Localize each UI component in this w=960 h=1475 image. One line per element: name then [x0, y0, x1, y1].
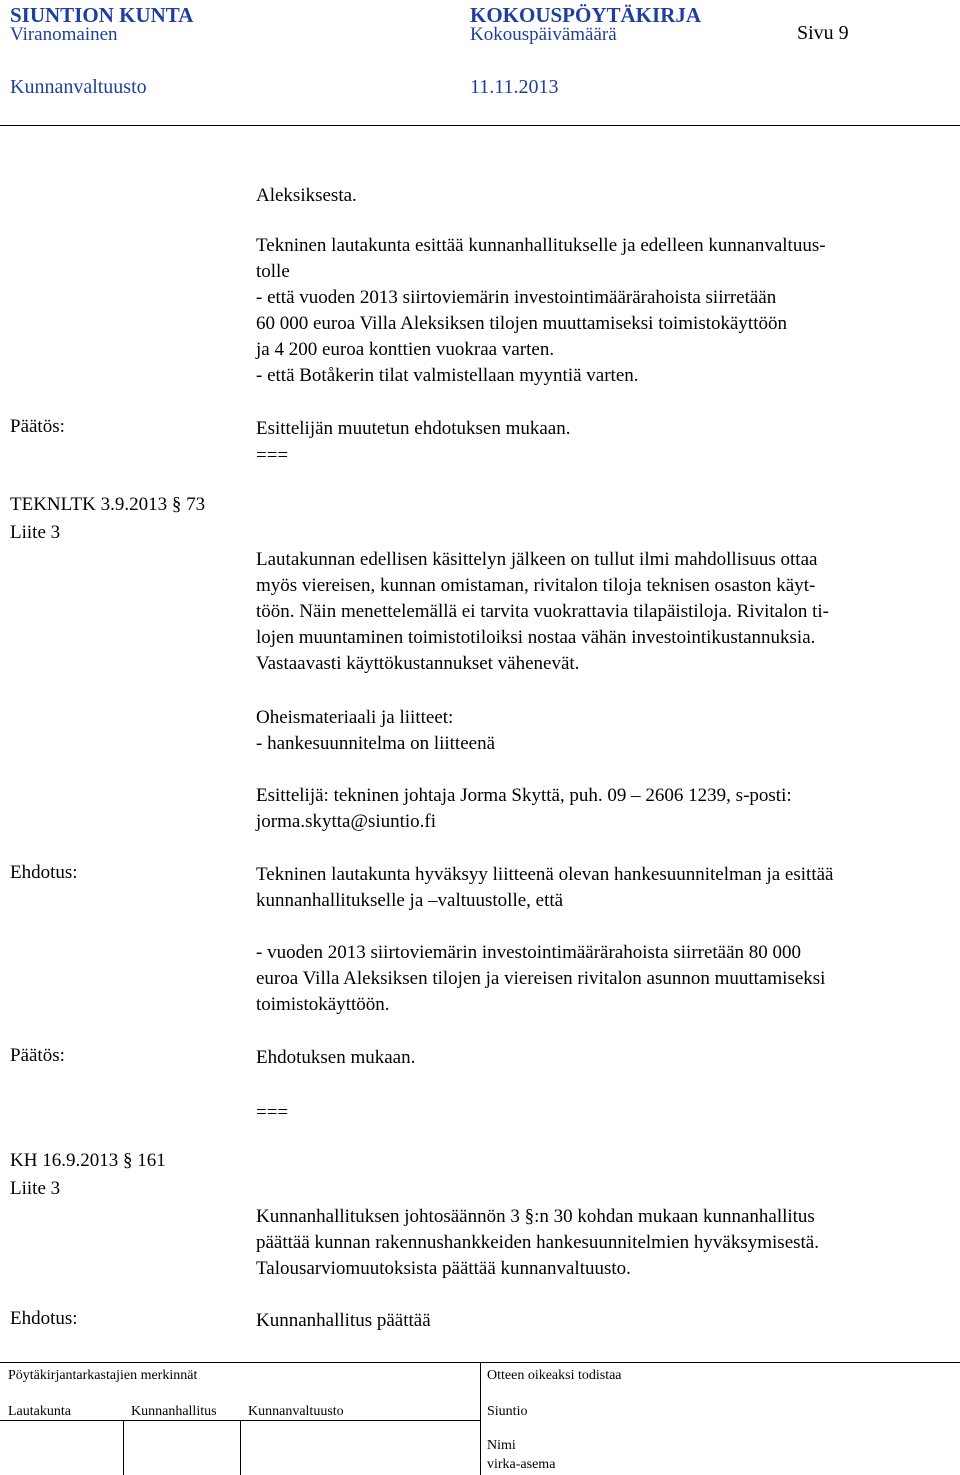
decision-label: Päätös: — [10, 1045, 65, 1066]
text-line: Tekninen lautakunta esittää kunnanhallitukselle ja edelleen kunnanvaltuus- — [256, 235, 826, 256]
text-line: päättää kunnan rakennushankkeiden hankesuunnitelmien hyväksymisestä. — [256, 1232, 819, 1253]
materials-item: - hankesuunnitelma on liitteenä — [256, 733, 496, 754]
text-line: - että Botåkerin tilat valmistellaan myyntiä varten. — [256, 365, 639, 386]
decision-text: Esittelijän muutetun ehdotuksen mukaan. — [256, 418, 571, 439]
footer-divider — [123, 1420, 124, 1475]
attachment-label: Liite 3 — [10, 522, 61, 543]
meeting-reference: TEKNLTK 3.9.2013 § 73 — [10, 494, 206, 515]
certified-label: Otteen oikeaksi todistaa — [487, 1368, 622, 1383]
materials-title: Oheismateriaali ja liitteet: — [256, 707, 454, 728]
proposal-item — [256, 940, 956, 1018]
proposal-label: Ehdotus: — [10, 1308, 78, 1329]
text-line: Lautakunnan edellisen käsittelyn jälkeen on tullut ilmi mahdollisuus ottaa — [256, 549, 818, 570]
name-label: Nimi — [487, 1438, 516, 1453]
text-line: Talousarviomuutoksista päättää kunnanvaltuusto. — [256, 1258, 631, 1279]
text-line: toimistokäyttöön. — [256, 994, 390, 1015]
org-name: SIUNTION KUNTA — [10, 3, 194, 27]
decision-label: Päätös: — [10, 416, 65, 437]
footer-divider — [240, 1420, 241, 1475]
text-line: kunnanhallitukselle ja –valtuustolle, että — [256, 890, 564, 911]
text-line: töön. Näin menettelemällä ei tarvita vuokrattavia tilapäistiloja. Rivitalon ti- — [256, 601, 829, 622]
proposal-text — [256, 862, 956, 914]
doc-type: KOKOUSPÖYTÄKIRJA — [470, 3, 702, 27]
proposal-label: Ehdotus: — [10, 862, 78, 883]
text-line: tolle — [256, 261, 290, 282]
text-line: Vastaavasti käyttökustannukset vähenevät. — [256, 653, 580, 674]
text-line: euroa Villa Aleksiksen tilojen ja viereisen rivitalon asunnon muuttamiseksi — [256, 968, 826, 989]
footer-col-kunnanhallitus: Kunnanhallitus — [131, 1404, 217, 1419]
footer-col-lautakunta: Lautakunta — [8, 1404, 71, 1419]
decision-text: Ehdotuksen mukaan. — [256, 1047, 416, 1068]
presenter-email: jorma.skytta@siuntio.fi — [256, 811, 437, 832]
checkers-label: Pöytäkirjantarkastajien merkinnät — [8, 1368, 198, 1383]
text-line: - vuoden 2013 siirtoviemärin investointimäärärahoista siirretään 80 000 — [256, 942, 802, 963]
text-line: 60 000 euroa Villa Aleksiksen tilojen muuttamiseksi toimistokäyttöön — [256, 313, 787, 334]
attachment-label: Liite 3 — [10, 1178, 61, 1199]
separator: === — [256, 445, 289, 466]
meeting-reference: KH 16.9.2013 § 161 — [10, 1150, 166, 1171]
page-number: Sivu 9 — [797, 22, 849, 44]
header-divider — [0, 125, 960, 126]
footer-divider — [480, 1362, 481, 1475]
text-line: lojen muuntaminen toimistotiloiksi nostaa vähän investointikustannuksia. — [256, 627, 816, 648]
section3-paragraph — [256, 1204, 956, 1282]
footer-place: Siuntio — [487, 1404, 528, 1419]
presenter-line: Esittelijä: tekninen johtaja Jorma Skyttä, puh. 09 – 2606 1239, s-posti: — [256, 785, 792, 806]
proposal-text: Kunnanhallitus päättää — [256, 1310, 431, 1331]
text-line: - että vuoden 2013 siirtoviemärin investointimäärärahoista siirretään — [256, 287, 777, 308]
intro-text: Aleksiksesta. — [256, 185, 357, 206]
authority-label: Viranomainen — [10, 24, 118, 45]
text-line: ja 4 200 euroa konttien vuokraa varten. — [256, 339, 555, 360]
section2-paragraph — [256, 547, 956, 677]
meeting-date: 11.11.2013 — [470, 76, 559, 98]
authority: Kunnanvaltuusto — [10, 76, 147, 98]
text-line: Kunnanhallituksen johtosäännön 3 §:n 30 kohdan mukaan kunnanhallitus — [256, 1206, 815, 1227]
date-label: Kokouspäivämäärä — [470, 24, 617, 45]
text-line: Tekninen lautakunta hyväksyy liitteenä olevan hankesuunnitelman ja esittää — [256, 864, 834, 885]
title-label: virka-asema — [487, 1457, 556, 1472]
section1-paragraph — [256, 233, 956, 389]
text-line: myös viereisen, kunnan omistaman, rivitalon tiloja teknisen osaston käyt- — [256, 575, 816, 596]
footer-col-kunnanvaltuusto: Kunnanvaltuusto — [248, 1404, 344, 1419]
separator: === — [256, 1102, 289, 1123]
